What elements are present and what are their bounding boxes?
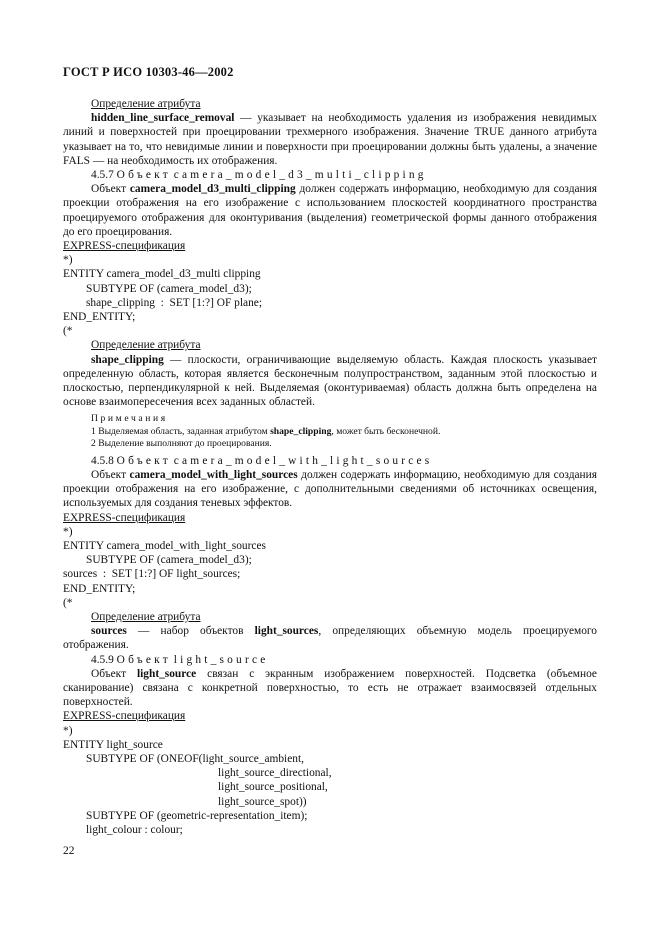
paragraph-lead: Объект	[91, 667, 137, 680]
section-entity-name: camera_model_d3_multi_clipping	[173, 169, 427, 182]
definition-text: — набор объектов	[126, 625, 255, 638]
term: sources	[91, 625, 127, 638]
note-item	[91, 426, 597, 438]
attribute-definition-paragraph	[63, 624, 597, 652]
express-spec-heading: EXPRESS-спецификация	[63, 240, 186, 253]
code-line: *)	[63, 525, 73, 538]
paragraph-lead: Объект	[91, 183, 130, 196]
definition-text: , определяющих объемную модель проецируемого отображения.	[63, 625, 597, 652]
paragraph-text: должен содержать информацию, необходимую для создания проекции отображения на его изображение с использованием плоскостей координатного пространства проецируемого отображения для оконтуривания (выделения) геометрической формы данного отображения до его проецирования.	[63, 183, 597, 238]
express-spec-heading: EXPRESS-спецификация	[63, 511, 186, 524]
term: camera_model_with_light_sources	[129, 468, 298, 481]
section-paragraph	[63, 667, 597, 710]
section-heading-4-5-7	[63, 168, 597, 182]
code-line: light_source_positional,	[218, 781, 328, 794]
attribute-definition-paragraph	[63, 111, 597, 168]
term: light_source	[136, 667, 197, 680]
section-number: 4.5.9	[91, 653, 114, 666]
code-line: SUBTYPE OF (ONEOF(light_source_ambient,	[86, 752, 304, 765]
term: hidden_line_surface_removal	[91, 112, 235, 125]
code-line: (*	[63, 325, 73, 338]
section-heading-4-5-8	[63, 454, 597, 468]
note-text: , может быть бесконечной.	[331, 425, 441, 437]
notes-title: Примечания	[91, 413, 168, 425]
paragraph-text: должен содержать информацию, необходимую для создания проекции отображения на его изображение, с дополнительными сведениями об источниках освещения, используемых для создания теневых эффектов.	[63, 468, 597, 510]
term: shape_clipping	[270, 425, 332, 437]
express-spec-heading: EXPRESS-спецификация	[63, 710, 186, 723]
attribute-definition-heading: Определение атрибута	[91, 339, 201, 352]
page-header: ГОСТ Р ИСО 10303-46—2002	[63, 65, 234, 79]
code-line: ENTITY light_source	[63, 738, 163, 751]
page-number: 22	[63, 845, 75, 857]
note-text: 1 Выделяемая область, заданная атрибутом	[91, 425, 271, 437]
term: shape_clipping	[91, 353, 164, 366]
code-line: *)	[63, 724, 73, 737]
code-line: light_colour : colour;	[86, 823, 183, 836]
definition-text: — указывает на необходимость удаления из изображения невидимых линий и поверхностей при проецировании трехмерного изображения. Значение TRUE данного атрибута указывает на то, что невидимые линии и поверхности при проецировании должны быть удалены, а значение FALS — на необходимость их отображения.	[63, 112, 597, 167]
code-line: SUBTYPE OF (camera_model_d3);	[86, 554, 252, 567]
code-line: SUBTYPE OF (camera_model_d3);	[86, 282, 252, 295]
term: camera_model_d3_multi_clipping	[129, 183, 296, 196]
code-line: light_source_spot))	[218, 795, 307, 808]
term: light_sources	[254, 625, 319, 638]
section-number: 4.5.8	[91, 454, 114, 467]
section-entity-name: camera_model_with_light_sources	[173, 454, 433, 467]
code-line: *)	[63, 254, 73, 267]
section-paragraph	[63, 182, 597, 239]
attribute-definition-heading: Определение атрибута	[91, 610, 201, 623]
section-entity-name: light_source	[173, 653, 269, 666]
code-line: END_ENTITY;	[63, 311, 136, 324]
code-line: sources : SET [1:?] OF light_sources;	[63, 568, 241, 581]
notes-block	[91, 413, 597, 450]
attribute-definition-heading: Определение атрибута	[91, 98, 201, 110]
section-paragraph	[63, 468, 597, 511]
section-number: 4.5.7	[91, 169, 114, 182]
section-object-word: Объект	[116, 169, 171, 182]
attribute-definition-paragraph	[63, 353, 597, 410]
section-heading-4-5-9	[63, 653, 597, 667]
page-body	[63, 97, 597, 837]
paragraph-lead: Объект	[91, 468, 130, 481]
code-line: SUBTYPE OF (geometric-representation_item);	[86, 809, 308, 822]
code-line: light_source_directional,	[218, 767, 332, 780]
code-line: ENTITY camera_model_with_light_sources	[63, 539, 266, 552]
note-item: 2 Выделение выполняют до проецирования.	[91, 438, 272, 450]
paragraph-text: связан с экранным изображением поверхностей. Подсветка (объемное сканирование) связана с конкретной поверхностью, то есть не отражает взаимосвязей отдельных поверхностей.	[63, 667, 597, 709]
section-object-word: Объект	[116, 653, 171, 666]
code-line: (*	[63, 596, 73, 609]
section-object-word: Объект	[116, 454, 171, 467]
code-line: ENTITY camera_model_d3_multi clipping	[63, 268, 261, 281]
code-line: shape_clipping : SET [1:?] OF plane;	[86, 296, 262, 309]
code-line: END_ENTITY;	[63, 582, 136, 595]
definition-text: — плоскости, ограничивающие выделяемую область. Каждая плоскость указывает определенную область, которая является бесконечным полупространством, заданным этой плоскостью и плоскостью, перпендикулярной к ней. Выделяемая (оконтуриваемая) область должна быть определена на основе взаимопересечения всех заданных областей.	[63, 353, 597, 409]
